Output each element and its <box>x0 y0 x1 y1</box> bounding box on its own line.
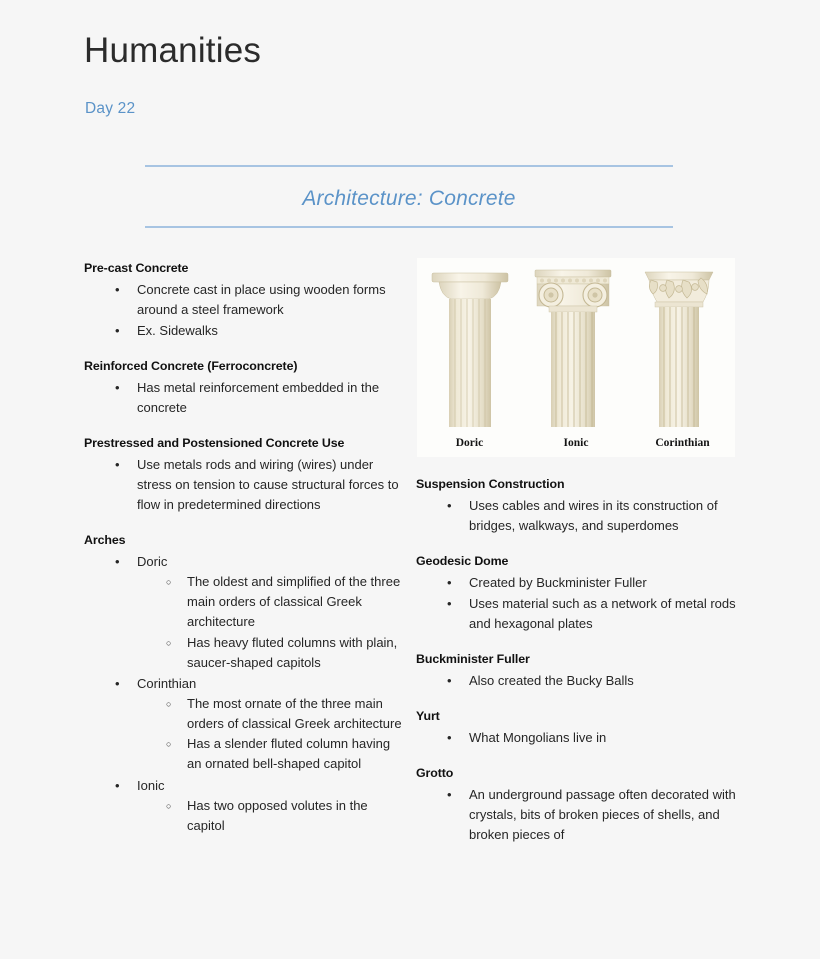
sub-list-item-text: ○ Has two opposed volutes in the capitol <box>187 796 404 836</box>
list-item-text: • Doric <box>137 552 404 572</box>
list-item <box>416 671 746 691</box>
block-heading: Buckminister Fuller <box>416 652 530 667</box>
sub-bullet-list <box>137 694 404 775</box>
list-item-text: • What Mongolians live in <box>469 728 746 748</box>
sub-list-item-text: ○ The most ornate of the three main orders of classical Greek architecture <box>187 694 404 734</box>
bullet-list <box>84 280 404 341</box>
bullet-list <box>416 496 746 536</box>
list-item-text: • Uses material such as a network of metal rods and hexagonal plates <box>469 594 746 634</box>
sub-bullet-list <box>137 572 404 673</box>
block-heading: Geodesic Dome <box>416 554 509 569</box>
sub-list-item <box>137 633 404 673</box>
content-block <box>84 435 404 515</box>
list-item-text: • Created by Buckminister Fuller <box>469 573 746 593</box>
list-item <box>416 573 746 593</box>
columns-figure <box>417 258 735 457</box>
list-item-text: • Ionic <box>137 776 404 796</box>
list-item <box>416 728 746 748</box>
page-title: Humanities <box>84 31 262 70</box>
list-item <box>84 378 404 418</box>
content-block <box>84 532 404 836</box>
block-heading: Arches <box>84 533 126 548</box>
list-item-text: • Also created the Bucky Balls <box>469 671 746 691</box>
list-item <box>416 496 746 536</box>
sub-list-item-text: ○ Has a slender fluted column having an ornated bell-shaped capitol <box>187 734 404 774</box>
list-item-text: • An underground passage often decorated with crystals, bits of broken pieces of shells, and broken pieces of <box>469 785 746 845</box>
content-block <box>416 765 746 845</box>
list-item <box>84 674 404 775</box>
content-block <box>84 358 404 418</box>
bullet-list <box>416 573 746 634</box>
sub-bullet-list <box>137 796 404 836</box>
content-block <box>416 476 746 536</box>
figure-label-corinthian: Corinthian <box>655 437 710 449</box>
bullet-list <box>416 728 746 748</box>
sub-list-item-text: ○ The oldest and simplified of the three main orders of classical Greek architecture <box>187 572 404 632</box>
bullet-list <box>84 552 404 836</box>
list-item <box>84 776 404 836</box>
section-heading-group <box>145 165 673 228</box>
content-block <box>416 651 746 691</box>
block-heading: Suspension Construction <box>416 477 565 491</box>
list-item-text: • Corinthian <box>137 674 404 694</box>
block-heading: Prestressed and Postensioned Concrete Use <box>84 436 345 451</box>
list-item-text: • Ex. Sidewalks <box>137 321 404 341</box>
list-item-text: • Uses cables and wires in its construction of bridges, walkways, and superdomes <box>469 496 746 536</box>
rule-bottom <box>145 226 673 228</box>
page-subtitle: Day 22 <box>85 100 136 117</box>
content-block <box>84 260 404 341</box>
sub-list-item <box>137 734 404 774</box>
sub-list-item-text: ○ Has heavy fluted columns with plain, saucer-shaped capitols <box>187 633 404 673</box>
section-title: Architecture: Concrete <box>302 187 516 210</box>
list-item <box>84 280 404 320</box>
left-content-column <box>84 260 404 853</box>
right-content-column <box>416 476 746 862</box>
bullet-list <box>416 785 746 845</box>
content-block <box>416 553 746 634</box>
list-item-text: • Has metal reinforcement embedded in the concrete <box>137 378 404 418</box>
block-heading: Pre-cast Concrete <box>84 261 189 275</box>
list-item-text: • Use metals rods and wiring (wires) under stress on tension to cause structural forces to flow in predetermined directions <box>137 455 404 515</box>
figure-label-doric: Doric <box>455 437 484 449</box>
list-item <box>84 552 404 673</box>
list-item <box>416 594 746 634</box>
content-block <box>416 708 746 748</box>
block-heading: Yurt <box>416 709 440 724</box>
bullet-list <box>84 378 404 418</box>
list-item-text: • Concrete cast in place using wooden forms around a steel framework <box>137 280 404 320</box>
columns-illustration <box>417 258 735 457</box>
block-heading: Reinforced Concrete (Ferroconcrete) <box>84 359 298 374</box>
block-heading: Grotto <box>416 765 454 780</box>
figure-label-ionic: Ionic <box>563 437 589 449</box>
bullet-list <box>416 671 746 691</box>
figure-labels <box>417 437 735 449</box>
sub-list-item <box>137 572 404 632</box>
list-item <box>416 785 746 845</box>
bullet-list <box>84 455 404 515</box>
list-item <box>84 321 404 341</box>
sub-list-item <box>137 796 404 836</box>
sub-list-item <box>137 694 404 734</box>
list-item <box>84 455 404 515</box>
